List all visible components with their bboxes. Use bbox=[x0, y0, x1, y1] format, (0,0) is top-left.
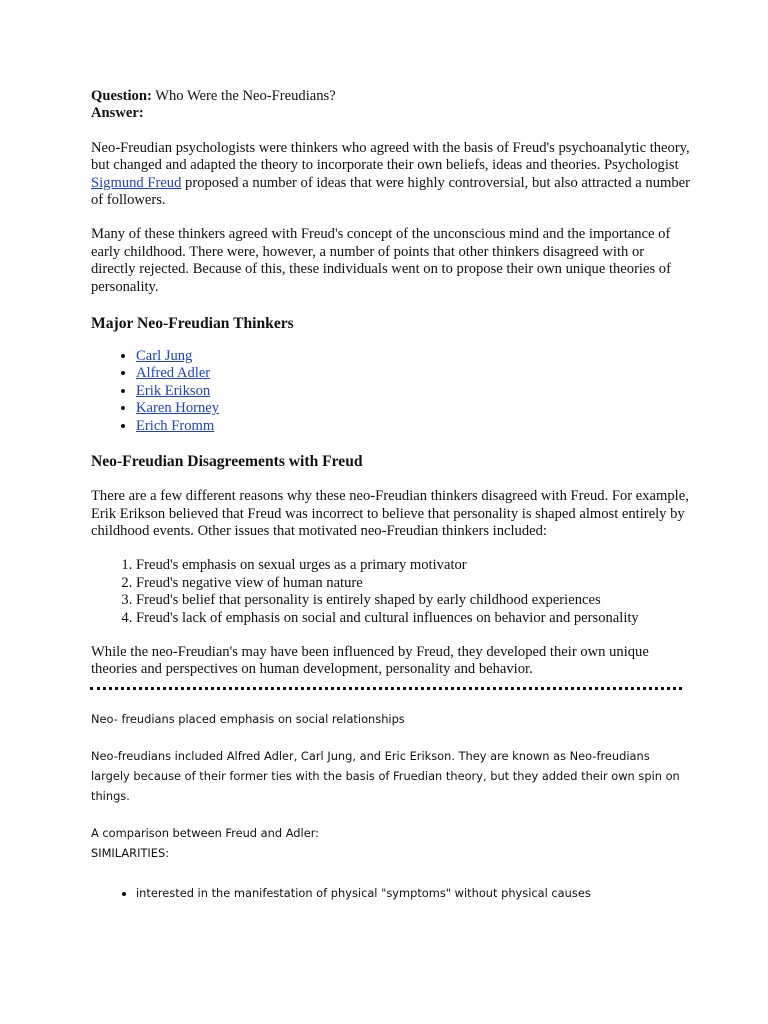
list-item: 4. Freud's lack of emphasis on social and cultural influences on behavior and personality bbox=[136, 610, 691, 627]
notes-paragraph: Neo-freudians included Alfred Adler, Carl Jung, and Eric Erikson. They are known as Neo-freudians largely because of their former ties with the basis of Fruedian theory, but they added their own spin on things. bbox=[91, 749, 680, 803]
question-label: Question: bbox=[91, 88, 152, 104]
concept-paragraph: Many of these thinkers agreed with Freud's concept of the unconscious mind and the importance of early childhood. There were, however, a number of points that other thinkers disagreed with or directly rejected. Because of this, these individuals went on to propose their own unique theories of personality. bbox=[91, 226, 671, 295]
comparison-heading: A comparison between Freud and Adler: bbox=[91, 826, 320, 840]
notes-section bbox=[91, 709, 691, 903]
thinkers-list bbox=[91, 348, 691, 435]
similarities-list bbox=[91, 883, 691, 903]
dotted-divider bbox=[90, 687, 682, 690]
list-item bbox=[136, 365, 691, 382]
intro-text-after: proposed a number of ideas that were highly controversial, but also attracted a number of followers. bbox=[91, 174, 690, 209]
thinker-link-horney[interactable]: Karen Horney bbox=[136, 400, 220, 417]
section-heading-disagreements: Neo-Freudian Disagreements with Freud bbox=[91, 453, 363, 471]
question-line bbox=[91, 88, 691, 105]
list-item: 3. Freud's belief that personality is entirely shaped by early childhood experiences bbox=[136, 592, 691, 609]
answer-label: Answer: bbox=[91, 105, 144, 122]
notes-line: Neo- freudians placed emphasis on social relationships bbox=[91, 712, 405, 726]
list-item: 2. Freud's negative view of human nature bbox=[136, 575, 691, 592]
list-item bbox=[136, 418, 691, 435]
intro-paragraph bbox=[91, 140, 691, 210]
thinker-link-adler[interactable]: Alfred Adler bbox=[136, 365, 211, 382]
disagreements-intro: There are a few different reasons why these neo-Freudian thinkers disagreed with Freud. For example, Erik Erikson believed that Freud was incorrect to believe that personality is shaped almost entirely by childhood events. Other issues that motivated neo-Freudian thinkers included: bbox=[91, 488, 689, 539]
list-item: • interested in the manifestation of physical "symptoms" without physical causes bbox=[136, 883, 691, 903]
answer-line bbox=[91, 105, 691, 122]
article bbox=[91, 88, 691, 679]
thinker-link-fromm[interactable]: Erich Fromm bbox=[136, 417, 215, 434]
similarities-label: SIMILARITIES: bbox=[91, 846, 170, 860]
closing-paragraph: While the neo-Freudian's may have been influenced by Freud, they developed their own unique theories and perspectives on human development, personality and behavior. bbox=[91, 643, 649, 678]
list-item bbox=[136, 383, 691, 400]
thinker-link-jung[interactable]: Carl Jung bbox=[136, 348, 193, 365]
thinker-link-erikson[interactable]: Erik Erikson bbox=[136, 382, 211, 399]
list-item: 1. Freud's emphasis on sexual urges as a primary motivator bbox=[136, 557, 691, 574]
question-text: Who Were the Neo-Freudians? bbox=[151, 88, 336, 104]
list-item bbox=[136, 348, 691, 365]
list-item bbox=[136, 400, 691, 417]
section-heading-thinkers: Major Neo-Freudian Thinkers bbox=[91, 315, 294, 333]
sigmund-freud-link[interactable]: Sigmund Freud bbox=[91, 174, 182, 191]
intro-text-before: Neo-Freudian psychologists were thinkers who agreed with the basis of Freud's psychoanalytic theory, but changed and adapted the theory to incorporate their own beliefs, ideas and theories. Psychologist bbox=[91, 139, 690, 174]
issues-list bbox=[91, 557, 691, 627]
